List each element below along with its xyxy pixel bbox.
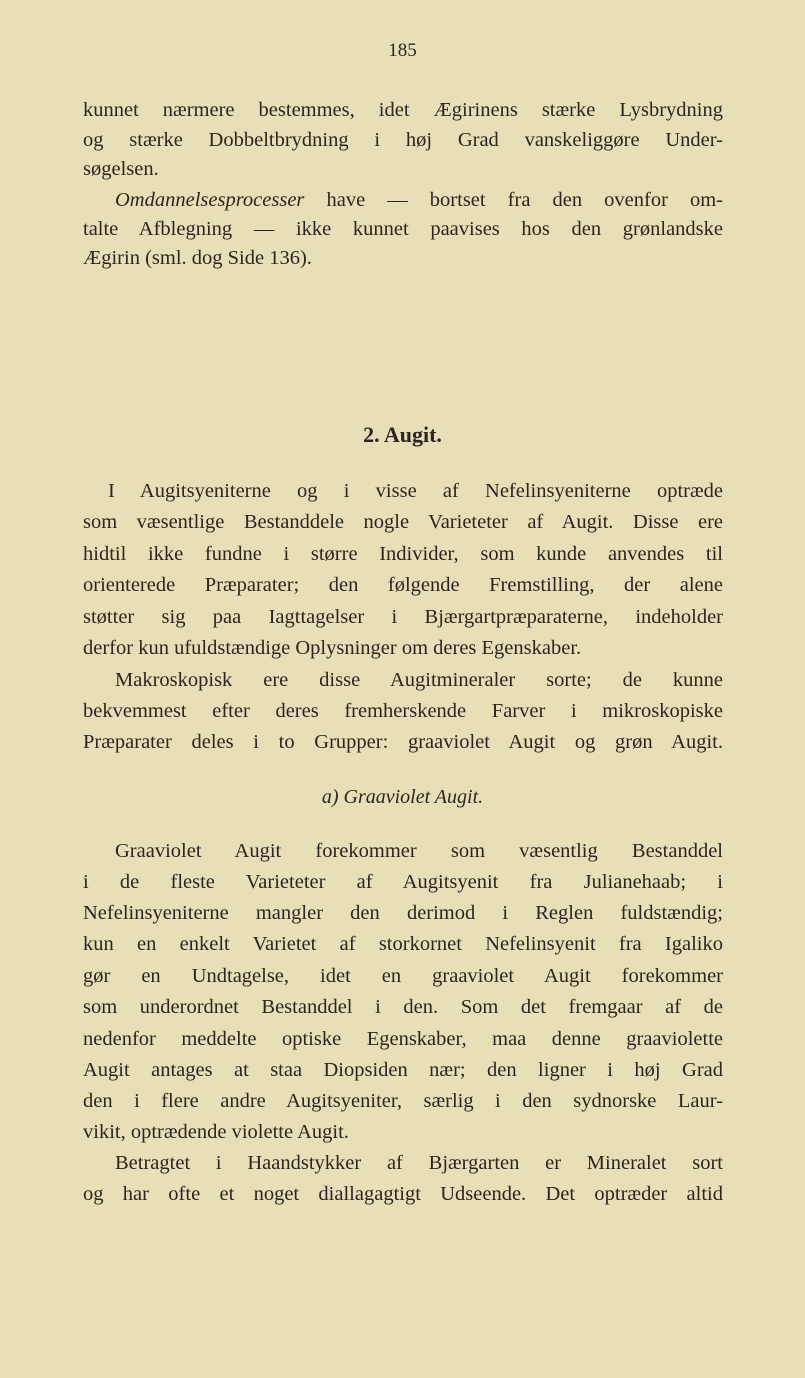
text-line: gør en Undtagelse, idet en graaviolet Augit forekommer (83, 965, 723, 987)
text-line: Præparater deles i to Grupper: graaviolet Augit og grøn Augit. (83, 731, 723, 753)
section-heading: 2. Augit. (363, 422, 442, 447)
text-line: og har ofte et noget diallagagtigt Udseende. Det optræder altid (83, 1183, 723, 1205)
text-line: Graaviolet Augit forekommer som væsentlig Bestanddel (115, 840, 723, 862)
text-line: Augit antages at staa Diopsiden nær; den ligner i høj Grad (83, 1059, 723, 1081)
text-line: støtter sig paa Iagttagelser i Bjærgartpræparaterne, indeholder (83, 606, 723, 628)
text-line: Makroskopisk ere disse Augitmineraler sorte; de kunne (115, 669, 723, 691)
text-line: i de fleste Varieteter af Augitsyenit fra Julianehaab; i (83, 871, 723, 893)
text-line: nedenfor meddelte optiske Egenskaber, maa denne graaviolette (83, 1028, 723, 1050)
text-line: og stærke Dobbeltbrydning i høj Grad vanskeliggøre Under- (83, 129, 723, 151)
text-line: som væsentlige Bestanddele nogle Varieteter af Augit. Disse ere (83, 511, 723, 533)
text-line: som underordnet Bestanddel i den. Som det fremgaar af de (83, 996, 723, 1018)
text-line: Betragtet i Haandstykker af Bjærgarten er Mineralet sort (115, 1152, 723, 1174)
text-line: søgelsen. (83, 158, 159, 180)
text-line: derfor kun ufuldstændige Oplysninger om deres Egenskaber. (83, 637, 582, 659)
subsection-heading: a) Graaviolet Augit. (321, 786, 484, 808)
text-line: talte Afblegning — ikke kunnet paavises hos den grønlandske (83, 218, 723, 240)
page-number: 185 (388, 40, 417, 61)
text-line: orienterede Præparater; den følgende Fremstilling, der alene (83, 574, 723, 596)
text-line (115, 188, 723, 212)
text-line: I Augitsyeniterne og i visse af Nefelinsyeniterne optræde (108, 480, 723, 502)
text-line: den i flere andre Augitsyeniter, særlig i den sydnorske Laur- (83, 1090, 723, 1112)
text-line: Ægirin (sml. dog Side 136). (83, 247, 312, 269)
text-line: vikit, optrædende violette Augit. (83, 1121, 349, 1143)
text-line: kun en enkelt Varietet af storkornet Nefelinsyenit fra Igaliko (83, 933, 723, 955)
italic-term: Omdannelsesprocesser (115, 189, 305, 211)
text-line: hidtil ikke fundne i større Individer, som kunde anvendes til (83, 543, 723, 565)
text-span: have — bortset fra den ovenfor om- (304, 189, 723, 211)
text-line: kunnet nærmere bestemmes, idet Ægirinens stærke Lysbrydning (83, 99, 723, 121)
text-line: Nefelinsyeniterne mangler den derimod i Reglen fuldstændig; (83, 902, 723, 924)
text-line: bekvemmest efter deres fremherskende Farver i mikroskopiske (83, 700, 723, 722)
